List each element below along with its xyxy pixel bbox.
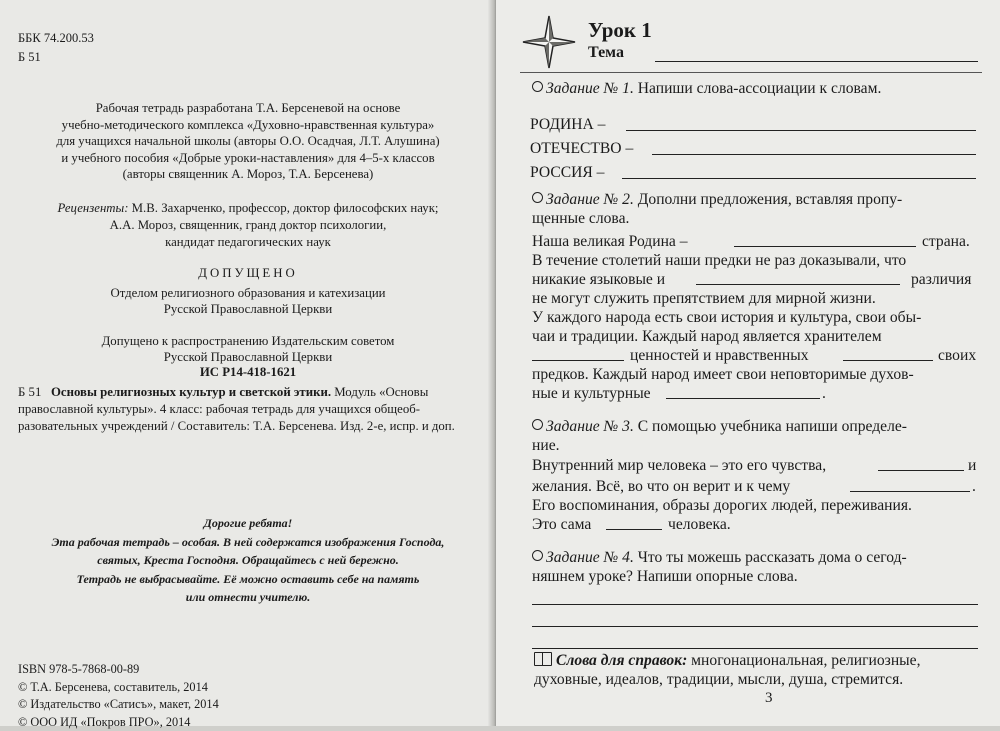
- task-text: С помощью учебника напиши определе-: [634, 418, 907, 435]
- t3-line-1b: и: [968, 456, 976, 476]
- bib-code: Б 51: [18, 385, 41, 399]
- page-number: 3: [765, 690, 773, 707]
- t3-line-2b: .: [972, 477, 976, 497]
- blank-believes[interactable]: [850, 491, 970, 492]
- reference-text: многонациональная, религиозные,: [687, 652, 920, 669]
- note-line: Тетрадь не выбрасывайте. Её можно оставить себе на память: [18, 570, 478, 589]
- answer-line-1[interactable]: [532, 604, 978, 605]
- imprint: [18, 661, 219, 731]
- reference-words: [534, 652, 920, 670]
- star-icon: [521, 14, 577, 70]
- approval-body: [22, 285, 474, 318]
- task-label: Задание № 2.: [546, 191, 634, 208]
- left-page: [0, 0, 496, 726]
- task-text: Что ты можешь рассказать дома о сегод-: [634, 549, 907, 566]
- word-rodina: РОДИНА –: [530, 116, 605, 134]
- blank-values[interactable]: [532, 360, 624, 361]
- task-text: Дополни предложения, вставляя пропу-: [634, 191, 902, 208]
- answer-line-2[interactable]: [532, 626, 978, 627]
- note-heading: Дорогие ребята!: [18, 514, 478, 533]
- intro-line: (авторы священник А. Мороз, Т.А. Берсенева): [22, 166, 474, 183]
- topic-answer-line[interactable]: [655, 61, 978, 62]
- bibliographic-record: [18, 384, 478, 435]
- t2-line-3a: никакие языковые и: [532, 270, 665, 290]
- reviewers: [22, 200, 474, 251]
- t3-line-4b: человека.: [668, 515, 731, 535]
- bib-title: Основы религиозных культур и светской этики.: [51, 385, 331, 399]
- blank-essence[interactable]: [606, 529, 662, 530]
- t2-line-3b: различия: [911, 270, 971, 290]
- task-label: Задание № 3.: [546, 418, 634, 435]
- t2-line-6: чаи и традиции. Каждый народ является хранителем: [532, 327, 882, 347]
- intro-line: Рабочая тетрадь разработана Т.А. Берсеневой на основе: [22, 100, 474, 117]
- distribution-line: Допущено к распространению Издательским советом: [22, 333, 474, 349]
- intro-text: [22, 100, 474, 183]
- task-2: [532, 191, 902, 209]
- blank-homeland[interactable]: [734, 246, 916, 247]
- reference-words-continued: духовные, идеалов, традиции, мысли, душа, стремится.: [534, 671, 903, 689]
- book-icon: [534, 652, 552, 666]
- blank-differences[interactable]: [696, 284, 900, 285]
- approval-line: Русской Православной Церкви: [22, 301, 474, 317]
- reference-label: Слова для справок:: [556, 652, 687, 669]
- t3-line-3: Его воспоминания, образы дорогих людей, переживания.: [532, 496, 912, 516]
- circle-icon: [532, 550, 543, 561]
- task-4: [532, 549, 907, 567]
- t3-line-4a: Это сама: [532, 515, 591, 535]
- intro-line: и учебного пособия «Добрые уроки-наставления» для 4–5-х классов: [22, 150, 474, 167]
- bbk-code: ББК 74.200.53: [18, 31, 94, 46]
- t2-line-1a: Наша великая Родина –: [532, 232, 688, 252]
- task-4-continued: няшнем уроке? Напиши опорные слова.: [532, 568, 798, 586]
- word-rossiya: РОССИЯ –: [530, 164, 604, 182]
- circle-icon: [532, 81, 543, 92]
- reviewers-label: Рецензенты:: [58, 201, 129, 215]
- t2-line-7a: ценностей и нравственных: [630, 346, 809, 366]
- author-mark: Б 51: [18, 50, 41, 65]
- answer-line-rodina[interactable]: [626, 130, 976, 131]
- t2-line-9b: .: [822, 384, 826, 404]
- answer-line-otechestvo[interactable]: [652, 154, 976, 155]
- blank-cultural[interactable]: [666, 398, 820, 399]
- t3-line-1a: Внутренний мир человека – это его чувства,: [532, 456, 826, 476]
- t2-line-2: В течение столетий наши предки не раз доказывали, что: [532, 251, 906, 271]
- approval-line: Отделом религиозного образования и катехизации: [22, 285, 474, 301]
- reviewer-line: кандидат педагогических наук: [22, 234, 474, 251]
- approval-heading: ДОПУЩЕНО: [22, 266, 474, 281]
- circle-icon: [532, 192, 543, 203]
- distribution-approval: [22, 333, 474, 366]
- note-line: или отнести учителю.: [18, 588, 478, 607]
- t2-line-5: У каждого народа есть свои история и культура, свои обы-: [532, 308, 921, 328]
- answer-line-3[interactable]: [532, 648, 978, 649]
- t2-line-4: не могут служить препятствием для мирной жизни.: [532, 289, 876, 309]
- reviewer-line: М.В. Захарченко, профессор, доктор философских наук;: [128, 201, 438, 215]
- ic-number: ИС Р14-418-1621: [22, 365, 474, 380]
- note-line: святых, Креста Господня. Обращайтесь с ней бережно.: [18, 551, 478, 570]
- copyright-line: © Издательство «Сатисъ», макет, 2014: [18, 696, 219, 714]
- task-3: [532, 418, 907, 436]
- task-label: Задание № 4.: [546, 549, 634, 566]
- t3-line-2a: желания. Всё, во что он верит и к чему: [532, 477, 790, 497]
- circle-icon: [532, 419, 543, 430]
- t2-line-1b: страна.: [922, 232, 970, 252]
- header-divider: [520, 72, 982, 73]
- task-1: [532, 80, 881, 98]
- t2-line-7b: своих: [938, 346, 976, 366]
- blank-feelings[interactable]: [878, 470, 964, 471]
- note-to-children: [18, 514, 478, 607]
- topic-label: Тема: [588, 44, 624, 62]
- reviewer-line: А.А. Мороз, священник, гранд доктор психологии,: [22, 217, 474, 234]
- task-text: Напиши слова-ассоциации к словам.: [634, 80, 882, 97]
- note-line: Эта рабочая тетрадь – особая. В ней содержатся изображения Господа,: [18, 533, 478, 552]
- task-2-continued: щенные слова.: [532, 210, 629, 228]
- lesson-title: Урок 1: [588, 18, 652, 43]
- intro-line: учебно-методического комплекса «Духовно-нравственная культура»: [22, 117, 474, 134]
- t2-line-8: предков. Каждый народ имеет свои неповторимые духов-: [532, 365, 914, 385]
- blank-moral[interactable]: [843, 360, 933, 361]
- task-3-continued: ние.: [532, 437, 560, 455]
- word-otechestvo: ОТЕЧЕСТВО –: [530, 140, 633, 158]
- copyright-line: © Т.А. Берсенева, составитель, 2014: [18, 679, 219, 697]
- t2-line-9a: ные и культурные: [532, 384, 651, 404]
- bib-details: Модуль «Основы православной культуры». 4 класс: рабочая тетрадь для учащихся общеоб-разовательных учреждений / Составитель: Т.А. Берсенева. Изд. 2-е, испр. и доп.: [18, 385, 455, 433]
- distribution-line: Русской Православной Церкви: [22, 349, 474, 365]
- answer-line-rossiya[interactable]: [622, 178, 976, 179]
- intro-line: для учащихся начальной школы (авторы О.О. Осадчая, Л.Т. Алушина): [22, 133, 474, 150]
- task-label: Задание № 1.: [546, 80, 634, 97]
- copyright-line: © ООО ИД «Покров ПРО», 2014: [18, 714, 219, 731]
- isbn: ISBN 978-5-7868-00-89: [18, 661, 219, 679]
